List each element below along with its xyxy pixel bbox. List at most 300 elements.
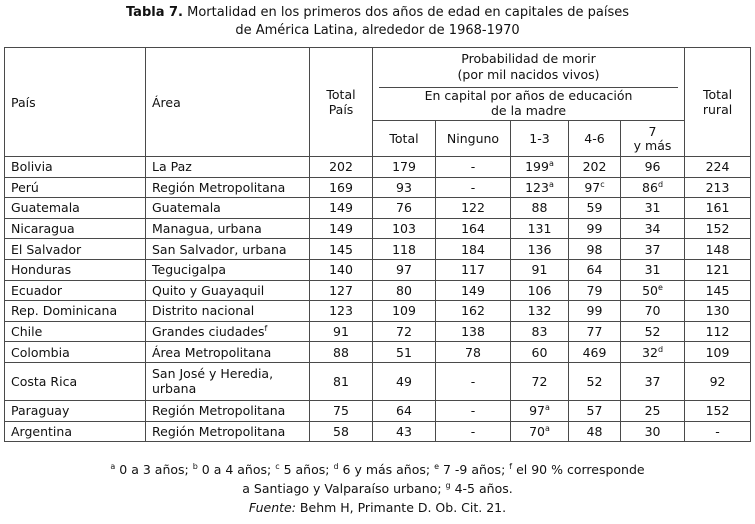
cell-pais-value: Rep. Dominicana [11, 303, 118, 319]
cell-ninguno-value: 122 [461, 200, 485, 216]
cell-edu-1-3-value: 97 [529, 403, 545, 419]
cell-total-value: 97 [396, 262, 412, 278]
header-capital-line2: de la madre [491, 103, 567, 119]
cell-edu-7-mas-value: 37 [644, 373, 661, 389]
cell-edu-4-6-footnote-mark: c [600, 179, 605, 189]
source-label: Fuente: [248, 500, 296, 515]
cell-total-pais [310, 259, 373, 280]
cell-edu-1-3 [511, 218, 569, 239]
table-row [5, 421, 751, 442]
cell-total-rural-value: 130 [705, 303, 730, 319]
cell-total-rural-value: 121 [705, 262, 730, 278]
table-row [5, 280, 751, 301]
cell-area-value: San Salvador, urbana [152, 241, 287, 257]
header-edu-7-line2: y más [633, 137, 672, 153]
cell-edu-4-6 [569, 157, 621, 178]
table-row [5, 239, 751, 260]
cell-area-footnote-mark: f [264, 324, 268, 334]
cell-total-pais [310, 400, 373, 421]
cell-pais [5, 198, 146, 219]
cell-edu-4-6 [569, 362, 621, 400]
cell-total-value: 76 [396, 200, 412, 216]
cell-total [373, 157, 436, 178]
cell-edu-7-mas [621, 157, 685, 178]
cell-edu-7-mas-value: 86 [642, 179, 658, 195]
cell-edu-4-6-value: 99 [586, 303, 603, 319]
cell-area-line2: urbana [152, 381, 197, 397]
footnote-g-text: a Santiago y Valparaíso urbano; [242, 481, 446, 496]
footnote-mark-g: g [445, 481, 451, 490]
footnote-line-1 [0, 460, 755, 479]
cell-edu-4-6-value: 99 [586, 221, 603, 237]
cell-area [146, 259, 310, 280]
cell-total [373, 301, 436, 322]
cell-total-rural [685, 259, 751, 280]
cell-edu-4-6-value: 469 [582, 344, 607, 360]
cell-ninguno [436, 321, 511, 342]
table-row [5, 362, 751, 400]
header-probabilidad [373, 48, 685, 87]
table-row [5, 321, 751, 342]
cell-pais-value: Ecuador [11, 282, 63, 298]
cell-edu-4-6 [569, 321, 621, 342]
cell-total-pais-value: 169 [329, 179, 353, 195]
cell-area-value: Región Metropolitana [152, 423, 286, 439]
cell-edu-4-6 [569, 301, 621, 322]
cell-ninguno-value: 149 [461, 282, 485, 298]
cell-edu-4-6 [569, 198, 621, 219]
header-total-pais: Total País [310, 48, 373, 157]
cell-total-pais [310, 301, 373, 322]
cell-ninguno [436, 218, 511, 239]
cell-total-rural [685, 342, 751, 363]
cell-edu-7-mas-value: 37 [644, 241, 661, 257]
table-label: Tabla 7. [125, 5, 183, 20]
cell-total-rural-value: 145 [705, 282, 730, 298]
cell-edu-1-3 [511, 177, 569, 198]
cell-pais [5, 157, 146, 178]
footnote-e-text: 7 -9 años; [442, 462, 510, 477]
cell-ninguno [436, 280, 511, 301]
source-line [0, 498, 755, 517]
cell-area [146, 321, 310, 342]
cell-edu-1-3 [511, 259, 569, 280]
cell-area [146, 362, 310, 400]
cell-edu-4-6 [569, 280, 621, 301]
cell-edu-4-6 [569, 259, 621, 280]
cell-area [146, 342, 310, 363]
cell-edu-7-mas-value: 32 [642, 344, 658, 360]
cell-edu-1-3-value: 131 [527, 221, 552, 237]
cell-total-rural [685, 177, 751, 198]
cell-edu-4-6-value: 57 [586, 403, 603, 419]
cell-edu-1-3-footnote-mark: a [545, 403, 550, 413]
footnote-mark-a: a [110, 462, 116, 471]
cell-pais [5, 342, 146, 363]
cell-total-pais-value: 123 [329, 303, 353, 319]
source-text: Behm H, Primante D. Ob. Cit. 21. [299, 500, 507, 515]
cell-ninguno-value: 162 [461, 303, 485, 319]
cell-edu-1-3-value: 123 [525, 179, 549, 195]
footnote-line-2 [0, 479, 755, 498]
cell-edu-7-mas-value: 96 [644, 159, 661, 175]
cell-pais-value: Honduras [11, 262, 72, 278]
cell-pais [5, 362, 146, 400]
footnote-mark-e: e [434, 462, 439, 471]
cell-area-value: Managua, urbana [152, 221, 262, 237]
cell-total-pais [310, 280, 373, 301]
cell-pais-value: Bolivia [11, 159, 53, 175]
cell-area [146, 400, 310, 421]
cell-edu-7-mas [621, 218, 685, 239]
cell-total-pais [310, 177, 373, 198]
cell-total-value: 80 [396, 282, 412, 298]
cell-edu-4-6-value: 59 [586, 200, 603, 216]
cell-edu-4-6 [569, 421, 621, 442]
cell-total [373, 280, 436, 301]
table-row [5, 301, 751, 322]
cell-area [146, 198, 310, 219]
cell-total-rural [685, 301, 751, 322]
table-title: Mortalidad en los primeros dos años de edad en capitales de países [187, 5, 630, 20]
cell-edu-1-3 [511, 157, 569, 178]
cell-area-value: Guatemala [152, 200, 221, 216]
cell-total [373, 321, 436, 342]
cell-edu-4-6 [569, 342, 621, 363]
cell-edu-4-6 [569, 177, 621, 198]
cell-pais-value: Chile [11, 324, 43, 340]
cell-total-pais [310, 342, 373, 363]
cell-edu-1-3-value: 106 [527, 282, 552, 298]
cell-total-pais-value: 81 [333, 373, 349, 389]
cell-ninguno-value: 138 [461, 324, 485, 340]
cell-edu-1-3-value: 88 [531, 200, 548, 216]
cell-edu-4-6-value: 202 [582, 159, 607, 175]
cell-area [146, 280, 310, 301]
cell-edu-1-3 [511, 421, 569, 442]
cell-pais-value: Costa Rica [11, 373, 78, 389]
footnote-c-text: 5 años; [283, 462, 334, 477]
cell-total-pais-value: 127 [329, 282, 353, 298]
cell-pais-value: Guatemala [11, 200, 80, 216]
table-row [5, 177, 751, 198]
header-total-rural: Total rural [685, 48, 751, 157]
cell-area-value: Distrito nacional [152, 303, 255, 319]
cell-area-value: Área Metropolitana [152, 344, 272, 360]
cell-edu-4-6 [569, 239, 621, 260]
cell-edu-1-3 [511, 198, 569, 219]
cell-total [373, 239, 436, 260]
cell-total-value: 93 [396, 179, 412, 195]
cell-total-rural-value: 161 [705, 200, 730, 216]
cell-pais-value: Colombia [11, 344, 70, 360]
footnote-f-text: el 90 % corresponde [516, 462, 645, 477]
header-capital [373, 87, 685, 121]
footnote-a-text: 0 a 3 años; [119, 462, 193, 477]
footnote-mark-d: d [333, 462, 339, 471]
cell-ninguno [436, 259, 511, 280]
cell-area [146, 218, 310, 239]
cell-edu-1-3-value: 70 [529, 423, 545, 439]
caption-line-2: de América Latina, alrededor de 1968-1970 [235, 23, 520, 38]
cell-total [373, 342, 436, 363]
cell-edu-1-3 [511, 321, 569, 342]
cell-edu-4-6 [569, 218, 621, 239]
table-row [5, 259, 751, 280]
cell-total-value: 179 [392, 159, 416, 175]
footnotes [0, 460, 755, 517]
footnote-mark-b: b [192, 462, 198, 471]
header-ninguno: Ninguno [436, 121, 511, 157]
cell-total-rural-value: 112 [705, 324, 730, 340]
cell-edu-7-mas-footnote-mark: e [658, 282, 663, 292]
cell-pais-value: El Salvador [11, 241, 82, 257]
cell-edu-7-mas [621, 177, 685, 198]
cell-edu-7-mas [621, 400, 685, 421]
cell-total-rural-value: 92 [709, 373, 726, 389]
cell-total-pais [310, 239, 373, 260]
cell-total-value: 51 [396, 344, 412, 360]
footnote-d-text: 6 y más años; [342, 462, 435, 477]
cell-pais [5, 218, 146, 239]
cell-area [146, 421, 310, 442]
cell-total-pais-value: 145 [329, 241, 353, 257]
cell-total-pais-value: 58 [333, 423, 349, 439]
cell-ninguno-value: 184 [461, 241, 485, 257]
cell-total-pais-value: 149 [329, 221, 353, 237]
cell-edu-4-6-value: 48 [586, 423, 603, 439]
cell-total-pais-value: 202 [329, 159, 353, 175]
cell-ninguno-value: 117 [461, 262, 485, 278]
cell-edu-1-3 [511, 239, 569, 260]
cell-edu-1-3-value: 83 [531, 324, 548, 340]
cell-total-pais [310, 362, 373, 400]
header-edu-1-3: 1-3 [511, 121, 569, 157]
cell-pais [5, 177, 146, 198]
header-capital-line1: En capital por años de educación [424, 88, 633, 104]
cell-pais [5, 259, 146, 280]
cell-total-rural-value: 152 [705, 403, 730, 419]
cell-ninguno [436, 198, 511, 219]
cell-total-pais-value: 140 [329, 262, 353, 278]
cell-area [146, 177, 310, 198]
cell-total-rural [685, 362, 751, 400]
cell-ninguno-value: - [470, 403, 476, 419]
cell-edu-7-mas-value: 50 [642, 282, 659, 298]
cell-total-value: 109 [392, 303, 416, 319]
cell-total [373, 198, 436, 219]
cell-edu-1-3 [511, 342, 569, 363]
cell-edu-1-3-footnote-mark: a [548, 179, 554, 189]
cell-total-pais-value: 91 [333, 324, 349, 340]
header-pais: País [5, 48, 146, 157]
cell-pais-value: Argentina [11, 423, 72, 439]
cell-area-value: La Paz [152, 159, 192, 175]
cell-total-pais-value: 149 [329, 200, 353, 216]
cell-total [373, 177, 436, 198]
cell-total-rural [685, 321, 751, 342]
table-row [5, 400, 751, 421]
cell-edu-4-6-value: 52 [586, 373, 603, 389]
cell-total-rural-value: 109 [705, 344, 730, 360]
cell-edu-1-3 [511, 280, 569, 301]
cell-total-value: 103 [392, 221, 416, 237]
footnote-mark-f: f [509, 462, 513, 471]
cell-ninguno-value: 78 [465, 344, 481, 360]
cell-edu-1-3-value: 132 [527, 303, 552, 319]
table-row [5, 218, 751, 239]
cell-total-value: 43 [396, 423, 412, 439]
cell-total-rural [685, 218, 751, 239]
cell-edu-7-mas [621, 239, 685, 260]
cell-total-pais [310, 218, 373, 239]
cell-edu-7-mas-footnote-mark: d [657, 179, 664, 189]
cell-edu-7-mas [621, 280, 685, 301]
cell-edu-4-6-value: 98 [586, 241, 603, 257]
cell-total-rural [685, 280, 751, 301]
cell-pais [5, 421, 146, 442]
cell-total-rural [685, 198, 751, 219]
cell-pais-value: Perú [11, 179, 39, 195]
footnote-g-after: 4-5 años. [454, 481, 513, 496]
header-edu-7-mas [621, 121, 685, 157]
cell-ninguno-value: - [470, 179, 476, 195]
cell-edu-1-3 [511, 400, 569, 421]
cell-area-value: Grandes ciudades [152, 324, 265, 340]
cell-edu-1-3-value: 199 [525, 159, 549, 175]
cell-total-rural [685, 400, 751, 421]
cell-edu-7-mas-value: 31 [644, 262, 661, 278]
cell-area-value: Región Metropolitana [152, 179, 286, 195]
cell-total-pais-value: 88 [333, 344, 349, 360]
cell-edu-4-6-value: 64 [586, 262, 603, 278]
mortality-table [4, 47, 751, 442]
cell-total-value: 64 [396, 403, 412, 419]
cell-total-value: 118 [392, 241, 416, 257]
table-caption [0, 4, 755, 40]
cell-total [373, 259, 436, 280]
cell-edu-7-mas-value: 31 [644, 200, 661, 216]
cell-edu-1-3-footnote-mark: a [545, 423, 550, 433]
cell-ninguno-value: - [470, 159, 476, 175]
cell-ninguno-value: - [470, 423, 476, 439]
cell-edu-1-3-footnote-mark: a [548, 159, 554, 169]
cell-total-rural-value: 152 [705, 221, 730, 237]
cell-total [373, 218, 436, 239]
footnote-mark-c: c [275, 462, 280, 471]
cell-edu-7-mas [621, 198, 685, 219]
cell-edu-7-mas-value: 52 [644, 324, 661, 340]
cell-edu-1-3 [511, 362, 569, 400]
cell-total-rural-value: 213 [705, 179, 730, 195]
cell-pais [5, 239, 146, 260]
cell-ninguno-value: - [470, 373, 476, 389]
cell-edu-1-3-value: 72 [531, 373, 548, 389]
cell-ninguno [436, 342, 511, 363]
cell-total-value: 49 [396, 373, 412, 389]
header-total: Total [373, 121, 436, 157]
cell-edu-4-6 [569, 400, 621, 421]
header-prob-line1: Probabilidad de morir [461, 51, 596, 67]
footnote-b-text: 0 a 4 años; [201, 462, 276, 477]
cell-ninguno [436, 239, 511, 260]
cell-edu-7-mas [621, 342, 685, 363]
cell-pais [5, 400, 146, 421]
cell-area-value: San José y Heredia, [152, 366, 274, 382]
cell-edu-7-mas [621, 259, 685, 280]
cell-ninguno [436, 157, 511, 178]
cell-edu-4-6-value: 79 [586, 282, 603, 298]
cell-edu-7-mas [621, 421, 685, 442]
cell-area-value: Región Metropolitana [152, 403, 286, 419]
cell-area [146, 301, 310, 322]
cell-total [373, 421, 436, 442]
header-edu-4-6: 4-6 [569, 121, 621, 157]
cell-pais [5, 321, 146, 342]
cell-total-pais [310, 198, 373, 219]
cell-total-rural [685, 421, 751, 442]
cell-total-rural-value: 224 [705, 159, 730, 175]
cell-ninguno-value: 164 [461, 221, 485, 237]
cell-total-value: 72 [396, 324, 412, 340]
cell-edu-4-6-value: 97 [584, 179, 601, 195]
header-area: Área [146, 48, 310, 157]
header-edu-7-line1: 7 [648, 123, 657, 139]
cell-ninguno [436, 177, 511, 198]
cell-pais-value: Nicaragua [11, 221, 75, 237]
cell-edu-7-mas-value: 25 [644, 403, 661, 419]
cell-ninguno [436, 400, 511, 421]
cell-total [373, 362, 436, 400]
cell-total-pais [310, 421, 373, 442]
cell-pais-value: Paraguay [11, 403, 70, 419]
cell-edu-7-mas-footnote-mark: d [657, 344, 664, 354]
cell-edu-1-3-value: 91 [531, 262, 548, 278]
cell-edu-7-mas [621, 362, 685, 400]
cell-ninguno [436, 301, 511, 322]
cell-edu-1-3-value: 60 [531, 344, 548, 360]
cell-edu-4-6-value: 77 [586, 324, 603, 340]
cell-edu-1-3 [511, 301, 569, 322]
caption-line-1 [0, 4, 755, 22]
cell-total-rural-value: 148 [705, 241, 730, 257]
cell-area [146, 239, 310, 260]
cell-pais [5, 280, 146, 301]
cell-total-rural-value: - [715, 423, 720, 439]
cell-ninguno [436, 421, 511, 442]
cell-area-value: Tegucigalpa [152, 262, 227, 278]
cell-pais [5, 301, 146, 322]
cell-edu-7-mas-value: 34 [644, 221, 661, 237]
table-row [5, 198, 751, 219]
cell-total-pais [310, 157, 373, 178]
header-prob-line2: (por mil nacidos vivos) [457, 67, 600, 83]
table-row [5, 342, 751, 363]
table-body [5, 157, 751, 442]
cell-total-pais-value: 75 [333, 403, 349, 419]
cell-ninguno [436, 362, 511, 400]
cell-edu-7-mas [621, 301, 685, 322]
cell-area [146, 157, 310, 178]
cell-total-pais [310, 321, 373, 342]
cell-total [373, 400, 436, 421]
table-row [5, 157, 751, 178]
cell-edu-7-mas-value: 30 [644, 423, 661, 439]
cell-area-value: Quito y Guayaquil [152, 282, 265, 298]
cell-edu-7-mas-value: 70 [644, 303, 661, 319]
cell-total-rural [685, 157, 751, 178]
cell-edu-1-3-value: 136 [527, 241, 552, 257]
